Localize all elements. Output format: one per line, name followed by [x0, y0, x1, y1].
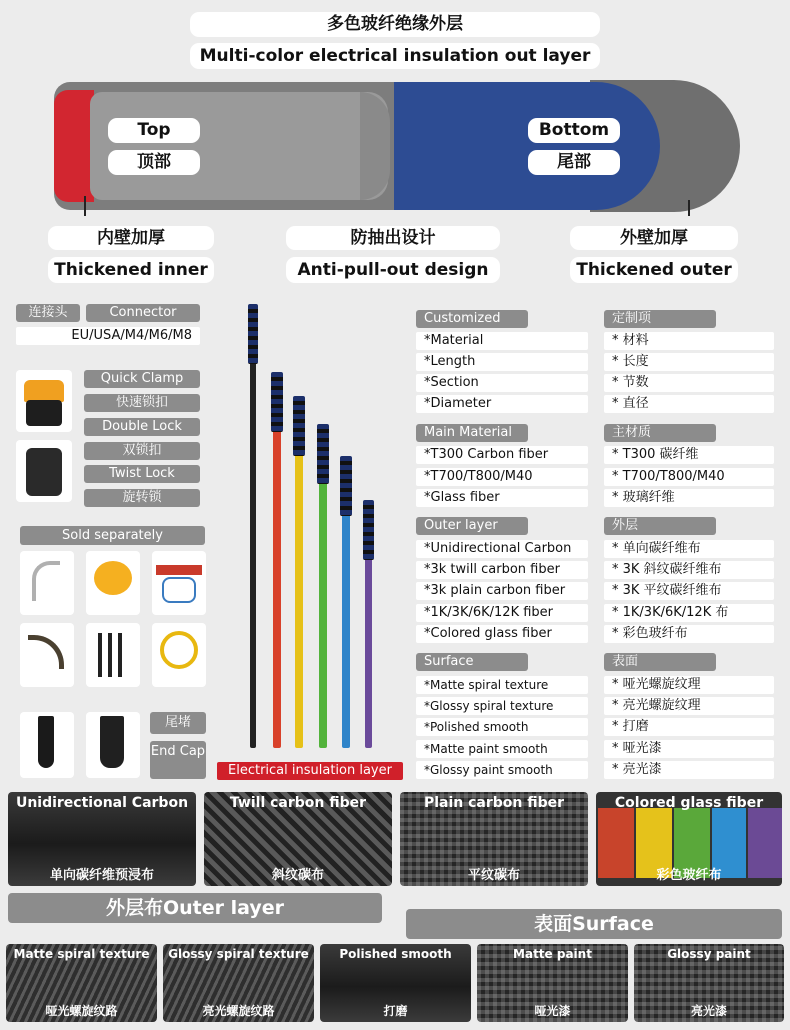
tile-caption: 平纹碳布	[467, 868, 520, 883]
spec-item-cn: * 3K 斜纹碳纤维布	[604, 561, 774, 579]
end-cap-en: End Cap	[150, 741, 206, 779]
accessory-round-brush	[86, 551, 140, 615]
spec-header-surface-en: Surface	[416, 653, 528, 671]
spec-item-cn: * 亮光漆	[604, 761, 774, 779]
surface-tile-matte-paint	[477, 944, 628, 1022]
tile-title: Matte paint	[513, 947, 592, 961]
quick-clamp-icon	[24, 380, 64, 402]
tube-connector-rod	[360, 92, 390, 200]
spec-item-en: *Length	[416, 353, 588, 371]
accessory-water-hose	[152, 623, 206, 687]
accessory-spike-tools	[86, 623, 140, 687]
clamp-photo-2	[16, 440, 72, 502]
spec-item-en: *Diameter	[416, 395, 588, 413]
end-cap-closeup-icon	[100, 716, 124, 768]
title-cn: 多色玻纤绝缘外层	[190, 12, 600, 37]
tile-caption: 亮光螺旋纹路	[202, 1004, 275, 1018]
telescopic-poles	[240, 300, 380, 752]
spec-item-cn: * 1K/3K/6K/12K 布	[604, 604, 774, 622]
sickle-hook-icon	[28, 635, 64, 669]
end-cap-cn: 尾堵	[150, 712, 206, 734]
round-brush-icon	[94, 561, 132, 595]
spec-item-en: *Material	[416, 332, 588, 350]
feature-outer-cn: 外壁加厚	[570, 226, 738, 250]
accessory-flat-brush	[152, 551, 206, 615]
tile-title: Glossy spiral texture	[168, 947, 309, 961]
spec-header-customized-en: Customized	[416, 310, 528, 328]
feature-antipull-cn: 防抽出设计	[286, 226, 500, 250]
quick-clamp-cn: 快速锁扣	[84, 394, 200, 412]
bottom-label-en: Bottom	[528, 118, 620, 143]
accessory-gooseneck	[20, 551, 74, 615]
outer-tile-plain	[400, 792, 588, 886]
bottom-label-cn: 尾部	[528, 150, 620, 175]
spec-item-cn: * 哑光螺旋纹理	[604, 676, 774, 694]
spec-item-en: *T300 Carbon fiber	[416, 446, 588, 464]
spec-item-cn: * 3K 平纹碳纤维布	[604, 582, 774, 600]
tile-title: Glossy paint	[667, 947, 751, 961]
surface-tile-glossy-spiral	[163, 944, 314, 1022]
tile-caption: 斜纹碳布	[271, 868, 324, 883]
pole-grip-segment	[248, 304, 258, 364]
tile-title: Unidirectional Carbon	[15, 795, 189, 811]
surface-tile-matte-spiral	[6, 944, 157, 1022]
tile-caption: 哑光螺旋纹路	[45, 1004, 118, 1018]
pole-grip-segment	[340, 456, 352, 516]
pole-grip-segment	[293, 396, 305, 456]
end-cap-icon	[38, 716, 54, 768]
spec-item-cn: * 单向碳纤维布	[604, 540, 774, 558]
spec-item-cn: * 亮光螺旋纹理	[604, 697, 774, 715]
spec-item-en: *Glass fiber	[416, 489, 588, 507]
spec-item-cn: * T700/T800/M40	[604, 468, 774, 486]
outer-layer-title: 外层布Outer layer	[8, 893, 382, 923]
quick-clamp-en: Quick Clamp	[84, 370, 200, 388]
outer-tile-twill	[204, 792, 392, 886]
spec-header-outer-cn: 外层	[604, 517, 716, 535]
pole-yellow	[295, 396, 303, 748]
spec-header-material-en: Main Material	[416, 424, 528, 442]
spec-item-cn: * 长度	[604, 353, 774, 371]
spec-item-cn: * 哑光漆	[604, 740, 774, 758]
tile-title: Matte spiral texture	[13, 947, 150, 961]
spec-item-en: *T700/T800/M40	[416, 468, 588, 486]
end-cap-photo-1	[20, 712, 74, 778]
pole-blue	[342, 456, 350, 748]
surface-title: 表面Surface	[406, 909, 782, 939]
clamp-photo-1	[16, 370, 72, 432]
pole-grip-segment	[271, 372, 283, 432]
tile-title: Polished smooth	[339, 947, 452, 961]
spec-item-cn: * T300 碳纤维	[604, 446, 774, 464]
spec-item-en: *3k plain carbon fiber	[416, 582, 588, 600]
spec-item-en: *Section	[416, 374, 588, 392]
spec-header-outer-en: Outer layer	[416, 517, 528, 535]
spec-item-en: *Colored glass fiber	[416, 625, 588, 643]
tile-title: Twill carbon fiber	[229, 795, 367, 811]
tile-caption: 彩色玻纤布	[656, 868, 722, 883]
connector-types: EU/USA/M4/M6/M8	[16, 327, 200, 345]
surface-tile-glossy-paint	[634, 944, 784, 1022]
sold-separately-label: Sold separately	[20, 526, 205, 545]
tile-caption: 打磨	[383, 1004, 408, 1018]
end-cap-photo-2	[86, 712, 140, 778]
twist-lock-cn: 旋转锁	[84, 489, 200, 507]
outer-pointer-line	[688, 200, 690, 216]
spec-item-en: *Matte spiral texture	[416, 676, 588, 694]
spec-header-surface-cn: 表面	[604, 653, 716, 671]
spec-item-cn: * 直径	[604, 395, 774, 413]
spec-header-material-cn: 主材质	[604, 424, 716, 442]
spec-item-en: *Glossy paint smooth	[416, 761, 588, 779]
spec-item-en: *3k twill carbon fiber	[416, 561, 588, 579]
connector-label-cn: 连接头	[16, 304, 80, 322]
spec-item-cn: * 彩色玻纤布	[604, 625, 774, 643]
feature-antipull-en: Anti-pull-out design	[286, 257, 500, 283]
tube-inner-red	[54, 90, 94, 202]
accessory-sickle-hook	[20, 623, 74, 687]
tube-inner-body	[90, 92, 388, 200]
pole-red	[273, 372, 281, 748]
brush-hose	[162, 577, 196, 603]
tile-title: Plain carbon fiber	[423, 795, 565, 811]
tile-title: Colored glass fiber	[614, 795, 764, 811]
feature-outer-en: Thickened outer	[570, 257, 738, 283]
pole-black	[250, 304, 256, 748]
spec-item-cn: * 节数	[604, 374, 774, 392]
spike-tools-icon	[98, 633, 128, 677]
connector-label-en: Connector	[86, 304, 200, 322]
pole-grip-segment	[363, 500, 374, 560]
spec-item-en: *1K/3K/6K/12K fiber	[416, 604, 588, 622]
gooseneck-icon	[32, 561, 60, 601]
outer-tile-colored	[596, 792, 782, 886]
twist-lock-en: Twist Lock	[84, 465, 200, 483]
water-hose-icon	[160, 631, 198, 669]
tile-caption: 亮光漆	[690, 1004, 727, 1018]
insulation-label: Electrical insulation layer	[217, 762, 403, 780]
tube-blue-section	[350, 82, 660, 210]
top-label-en: Top	[108, 118, 200, 143]
clamp-body-part	[26, 400, 62, 426]
pole-green	[319, 424, 327, 748]
title-en: Multi-color electrical insulation out layer	[190, 43, 600, 69]
inner-pointer-line	[84, 196, 86, 216]
spec-item-cn: * 玻璃纤维	[604, 489, 774, 507]
outer-tile-unidirectional	[8, 792, 196, 886]
pole-grip-segment	[317, 424, 329, 484]
tile-caption: 单向碳纤维预浸布	[49, 868, 154, 883]
top-label-cn: 顶部	[108, 150, 200, 175]
spec-item-en: *Unidirectional Carbon	[416, 540, 588, 558]
flat-brush-icon	[156, 565, 202, 575]
tube-diagram	[50, 80, 750, 215]
feature-inner-en: Thickened inner	[48, 257, 214, 283]
spec-item-en: *Polished smooth	[416, 718, 588, 736]
spec-item-en: *Matte paint smooth	[416, 740, 588, 758]
feature-inner-cn: 内壁加厚	[48, 226, 214, 250]
pole-purple	[365, 500, 372, 748]
double-lock-en: Double Lock	[84, 418, 200, 436]
spec-item-cn: * 材料	[604, 332, 774, 350]
double-lock-cn: 双锁扣	[84, 442, 200, 460]
spec-item-cn: * 打磨	[604, 718, 774, 736]
spec-header-customized-cn: 定制项	[604, 310, 716, 328]
tile-caption: 哑光漆	[534, 1004, 571, 1018]
spec-item-en: *Glossy spiral texture	[416, 697, 588, 715]
surface-tile-polished	[320, 944, 471, 1022]
twist-lock-icon	[26, 448, 62, 496]
